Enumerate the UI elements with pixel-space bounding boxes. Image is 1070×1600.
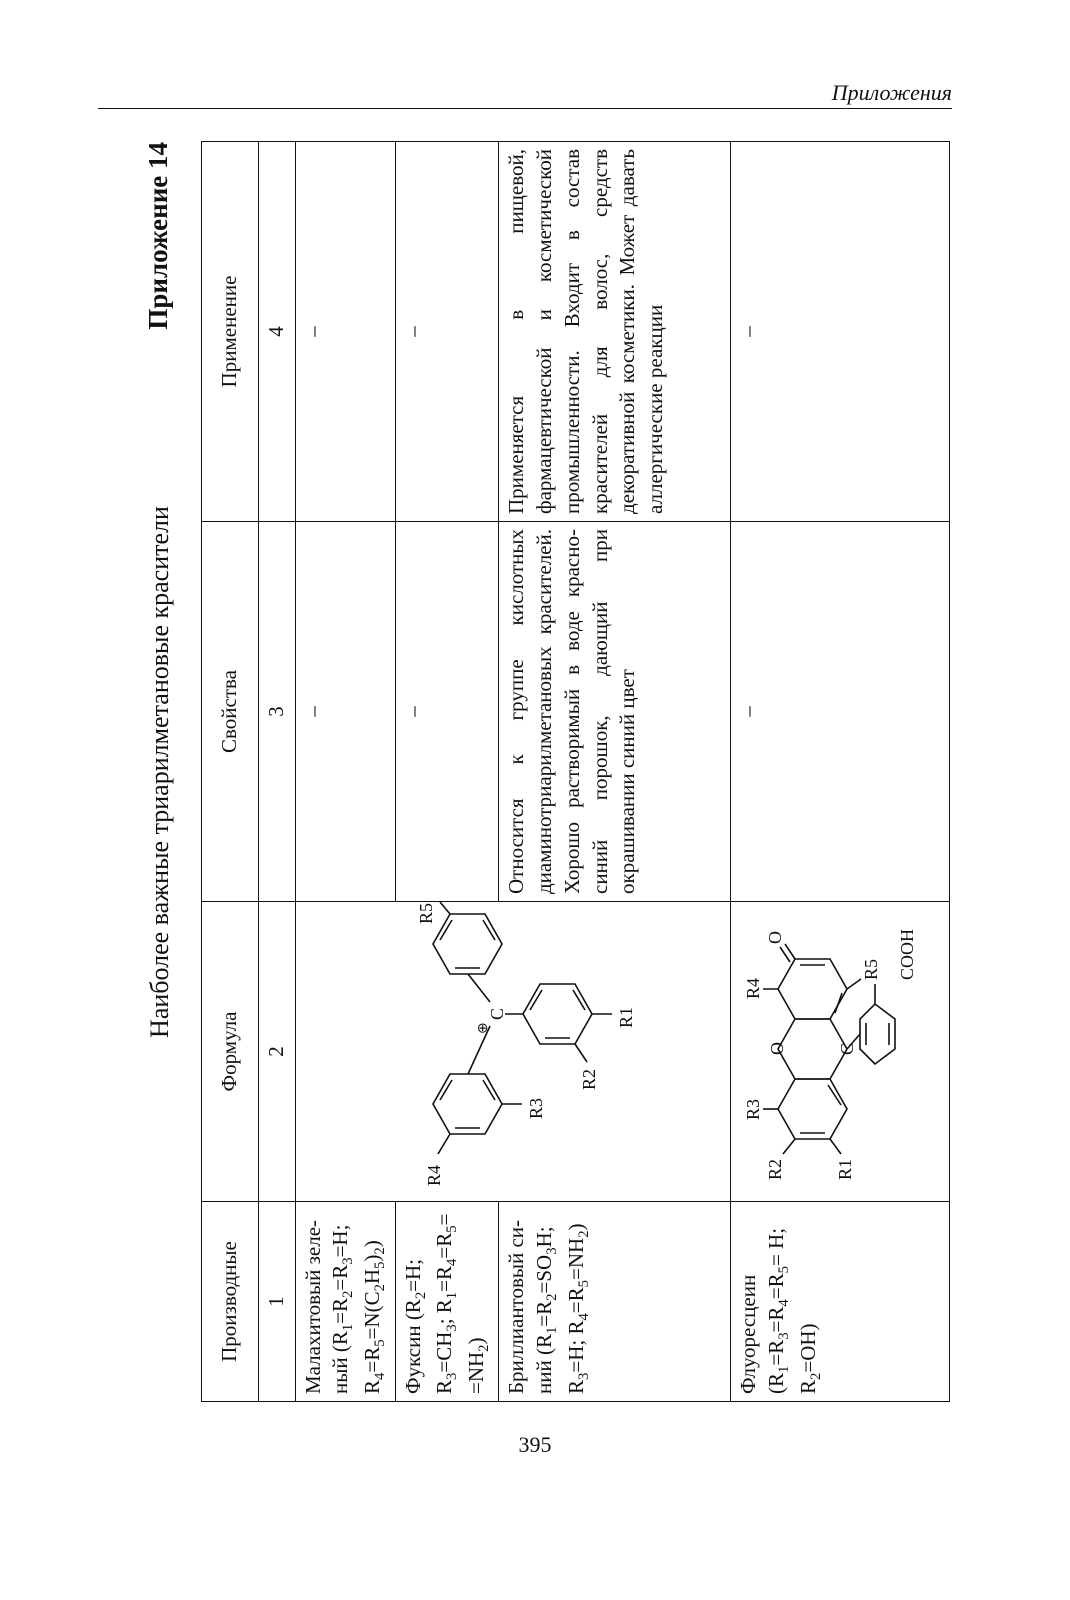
derivative-name: Фуксин ($R_2=H$; $R_3=CH_3$; $R_1=R_4=R_5= =NH_2$) bbox=[395, 1202, 499, 1402]
fluorescein-formula bbox=[731, 902, 950, 1202]
table-row bbox=[731, 142, 950, 1402]
application-cell: Применяется в пищевой, фармацевтической и косметической промышленности. Входит в состав красителей для волос, средств декоративной косметики. Может давать аллергические реакции bbox=[499, 142, 731, 522]
triarylmethane-formula bbox=[295, 902, 731, 1202]
fluorescein-structure bbox=[735, 894, 945, 1194]
table-row bbox=[295, 142, 395, 1402]
formula-label: C bbox=[486, 1007, 507, 1020]
formula-label: R4 bbox=[743, 977, 764, 999]
derivative-name: Малахитовый зеле-ный ($R_1=R_2=R_3=H$; $R_4=R_5=N(C_2H_5)_2$) bbox=[295, 1202, 395, 1402]
formula-label: R5 bbox=[861, 958, 882, 980]
header-row bbox=[202, 142, 259, 1402]
column-number: 2 bbox=[259, 902, 296, 1202]
properties-cell: – bbox=[395, 522, 499, 902]
running-header: Приложения bbox=[831, 80, 952, 105]
column-number: 4 bbox=[259, 142, 296, 522]
formula-label: R5 bbox=[415, 902, 436, 924]
formula-label: R2 bbox=[578, 1068, 599, 1090]
derivative-name: Бриллиантовый си-ний ($R_1=R_2=SO_3H$; $R_3=H$; $R_4=R_5=NH_2$) bbox=[499, 1202, 731, 1402]
table-row bbox=[395, 142, 499, 1402]
formula-label: R3 bbox=[525, 1097, 546, 1119]
formula-label: O bbox=[765, 931, 786, 944]
formula-label: O bbox=[767, 1042, 788, 1055]
table-row bbox=[499, 142, 731, 1402]
column-header: Производные bbox=[202, 1202, 259, 1402]
column-number: 1 bbox=[259, 1202, 296, 1402]
column-number: 3 bbox=[259, 522, 296, 902]
formula-label: R1 bbox=[835, 1158, 856, 1180]
number-row bbox=[259, 142, 296, 1402]
page-number: 395 bbox=[518, 1432, 552, 1457]
formula-label: COOH bbox=[897, 928, 918, 980]
application-cell: – bbox=[395, 142, 499, 522]
dyes-table bbox=[201, 141, 950, 1402]
properties-cell: – bbox=[295, 522, 395, 902]
formula-label: R3 bbox=[743, 1098, 764, 1120]
header-rule bbox=[98, 108, 952, 109]
application-cell: – bbox=[731, 142, 950, 522]
column-header: Применение bbox=[202, 142, 259, 522]
table-title: Наиболее важные триарилметановые красители bbox=[145, 506, 174, 1038]
formula-label: R1 bbox=[615, 1006, 636, 1028]
rotated-content bbox=[145, 142, 950, 1402]
formula-label: R2 bbox=[765, 1158, 786, 1180]
triarylmethane-structure bbox=[300, 894, 700, 1194]
formula-label: C bbox=[837, 1042, 858, 1055]
appendix-title: Приложение 14 bbox=[143, 142, 173, 330]
properties-cell: Относится к группе кислотных диаминотриарилметановых красителей. Хорошо растворимый в воде красно-синий порошок, дающий при окрашивании синий цвет bbox=[499, 522, 731, 902]
column-header: Формула bbox=[202, 902, 259, 1202]
column-header: Свойства bbox=[202, 522, 259, 902]
formula-label: ⊕ bbox=[475, 1022, 491, 1034]
formula-label: R4 bbox=[423, 1164, 444, 1186]
application-cell: – bbox=[295, 142, 395, 522]
derivative-name: Флуоресцеин ($R_1=R_3=R_4=R_5= H$; $R_2=OH$) bbox=[731, 1202, 950, 1402]
properties-cell: – bbox=[731, 522, 950, 902]
